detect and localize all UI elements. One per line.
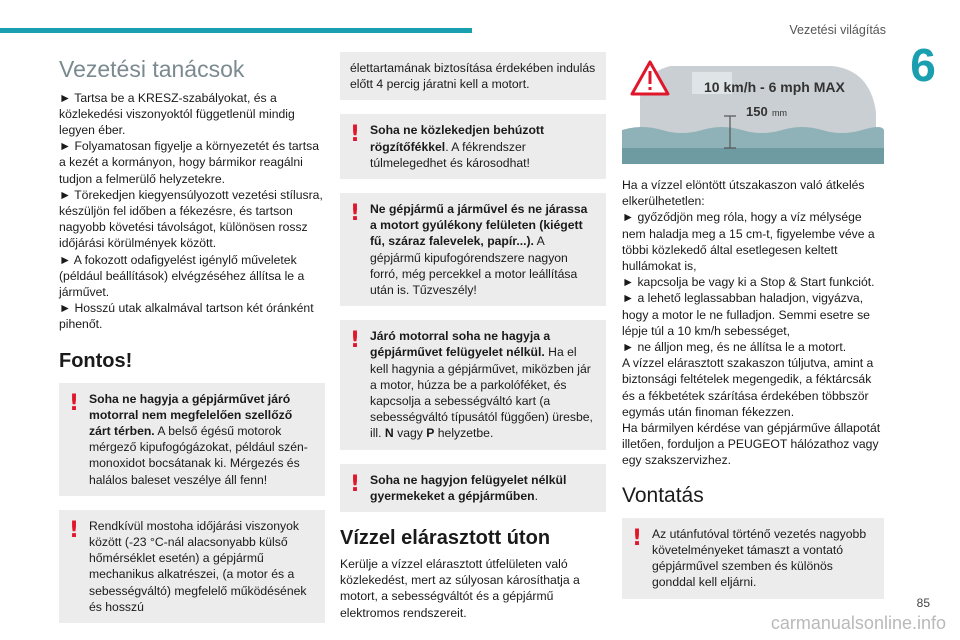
warning-box-children: ! Soha ne hagyjon felügyelet nélkül gyermekeket a gépjárműben. — [340, 464, 606, 512]
warning-box-towing — [622, 518, 884, 599]
warning-icon: ! — [632, 525, 643, 551]
warning-icon: ! — [350, 471, 361, 497]
warning-icon: ! — [69, 517, 80, 543]
gear-n-label: N — [384, 426, 394, 441]
warning-text: A belső égésű motorok mérgező kipufogógázokat, például szén-monoxidot bocsátanak ki. Mérgezés és halálos baleset veszélye áll fenn! — [89, 424, 308, 487]
warning-text: . A fékrendszer túlmelegedhet és károsodhat! — [370, 139, 530, 170]
illustration-depth-unit: mm — [772, 108, 787, 118]
section-title-driving-tips: Vezetési tanácsok — [59, 56, 245, 82]
warning-text: Rendkívül mostoha időjárási viszonyok között (-23 °C-nál alacsonyabb külső hőmérséklet esetén) a gépjármű mechanikus alkatrészei, (a motor és a sebességváltó) megfelelő működésének és hosszú — [89, 518, 307, 614]
chapter-number: 6 — [910, 39, 936, 91]
warning-box-unattended-engine: ! Járó motorral soha ne hagyja a gépjárművet felügyelet nélkül. Ha el kell hagynia a gépjárművet, miközben jár a motor, húzza be a parkolóféket, és kapcsolja a sebességváltó kart (a sebességváltó típusától függően) üresbe, ill. N vagy P helyzetbe. — [340, 320, 606, 449]
column-left — [59, 52, 325, 637]
flooded-road-text: Kerülje a vízzel elárasztott útfelületen való közlekedést, mert az súlyosan károsíthatja a motort, a sebességváltót és a gépjármű elektromos rendszereit. — [340, 557, 580, 620]
watermark: carmanualsonline.info — [770, 613, 946, 633]
warning-bold-text: Soha ne hagyjon felügyelet nélkül gyermekeket a gépjárműben — [370, 472, 567, 503]
header-title: Vezetési világítás — [789, 23, 886, 37]
warning-box-cold-weather — [59, 510, 325, 623]
flooded-road-illustration — [622, 52, 884, 164]
driving-tips-text: ► Tartsa be a KRESZ-szabályokat, és a közlekedési viszonyoktól függetlenül mindig legyen éber. ► Folyamatosan figyelje a környezetét és tartsa a kezét a kormányon, hogy bármikor reagálni tudjon a felmerülő helyzetekre. ► Törekedjen kiegyensúlyozott vezetési stílusra, készüljön fel időben a fékezésre, és tartson nagyobb követési távolságot, különösen rossz időjárási körülmények között. ► A fokozott odafigyelést igénylő műveletek (például beállítások) elvégzéséhez állítsa le a járművet. ► Hosszú utak alkalmával tartson két óránként pihenőt. — [59, 90, 323, 332]
warning-icon: ! — [350, 328, 361, 354]
header-accent-bar — [0, 28, 472, 33]
column-middle — [340, 52, 606, 621]
warning-bold-text: Járó motorral soha ne hagyja a gépjárművet felügyelet nélkül. — [370, 329, 551, 360]
page-number: 85 — [916, 596, 930, 610]
column-right — [622, 50, 884, 613]
warning-bold-text: Soha ne hagyja a gépjárművet járó motorral nem megfelelően szellőző zárt térben. — [89, 391, 293, 439]
warning-bold-text: Soha ne közlekedjen behúzott rögzítőfékkel — [370, 123, 545, 154]
warning-box-parking-brake — [340, 114, 606, 179]
warning-bold-text: Ne gépjármű a járművel és ne járassa a motort gyúlékony felületen (kiégett fű, száraz falevelek, papír...). — [370, 202, 588, 249]
warning-icon: ! — [350, 201, 361, 227]
gear-p-label: P — [426, 426, 435, 441]
section-title-towing: Vontatás — [622, 483, 704, 507]
warning-box-continued — [340, 52, 606, 100]
warning-text: Az utánfutóval történő vezetés nagyobb követelményeket támaszt a vontató gépjárművel szemben és különös gonddal kell eljárni. — [652, 526, 867, 590]
warning-icon: ! — [350, 122, 361, 148]
illustration-depth-value: 150 — [746, 104, 768, 119]
warning-icon: ! — [69, 390, 80, 416]
flooded-road-instructions: Ha a vízzel elöntött útszakaszon való átkelés elkerülhetetlen: ► győződjön meg róla, hogy a víz mélysége nem haladja meg a 15 cm-t, figyelembe véve a többi közlekedő által esetlegesen keltett hullámokat is, ► kapcsolja be vagy ki a Stop & Start funkciót. ► a lehető leglassabban haladjon, vigyázva, hogy a motor le ne fulladjon. Semmi esetre se lépje túl a 10 km/h sebességet, ► ne álljon meg, és ne állítsa le a motort. A vízzel elárasztott szakaszon túljutva, amint a biztonsági feltételek megengedik, a féktárcsák és a fékbetétek szárítása érdekében többször egymás után finoman fékezzen. Ha bármilyen kérdése van gépjárműve állapotát illetően, forduljon a PEUGEOT hálózathoz vagy egy szakszervizhez. — [622, 178, 881, 468]
warning-text: élettartamának biztosítása érdekében indulás előtt 4 percig járatni kell a motort. — [350, 61, 596, 92]
warning-box-ventilation — [59, 383, 325, 496]
section-title-important: Fontos! — [59, 349, 133, 372]
illustration-speed-label: 10 km/h - 6 mph MAX — [704, 79, 845, 95]
section-title-flooded-road: Vízzel elárasztott úton — [340, 527, 551, 550]
warning-text: A gépjármű kipufogórendszere nagyon forró, még percekkel a motor leállítása után is. Tűzveszély! — [370, 234, 578, 298]
warning-text: Ha el kell hagynia a gépjárművet, miközben jár a motor, húzza be a parkolóféket, és kapcsolja a sebességváltó kart (a sebességváltó típusától függően) üresbe, ill. — [370, 345, 593, 441]
warning-box-flammable-surface — [340, 193, 606, 306]
